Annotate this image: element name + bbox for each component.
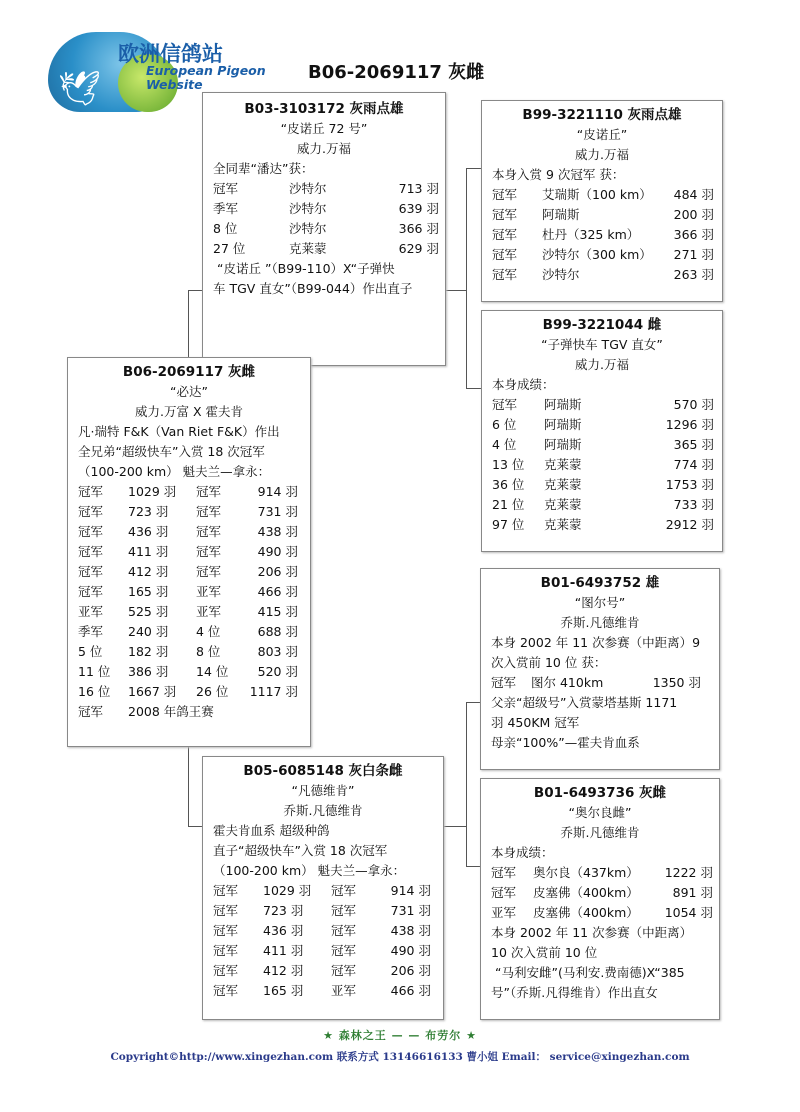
result-row: 冠军 165 羽 亚军 466 羽 (78, 584, 298, 599)
result-row: 冠军 1029 羽 冠军 914 羽 (78, 484, 298, 499)
result-row: 冠军 436 羽 冠军 438 羽 (213, 923, 431, 938)
connector-line (188, 290, 203, 291)
sire-dam-results (482, 395, 722, 535)
dam-dam-name: “奥尔良雌” (568, 805, 632, 820)
sire-note: “皮诺丘 ”（B99-110）X“子弹快 (217, 261, 395, 276)
result-row: 季军 240 羽 4 位 688 羽 (78, 624, 298, 639)
result-row: 冠军 412 羽 冠军 206 羽 (213, 963, 431, 978)
sire-sire-ring: B99-3221110 灰雨点雄 (522, 107, 682, 123)
logo-english-line1: European Pigeon (146, 63, 266, 78)
footer-motto: ★ 森林之王 — — 布劳尔 ★ (323, 1029, 477, 1042)
connector-line (188, 742, 189, 826)
logo-english-line2: Website (146, 77, 203, 92)
dam-dam-text: “马利安雌”(马利安.费南德)X“385 (495, 965, 685, 980)
connector-line (445, 290, 467, 291)
dam-text: （100-200 km） 魁夫兰—拿永： (213, 863, 406, 878)
result-row: 冠军 165 羽 亚军 466 羽 (213, 983, 431, 998)
result-row: 冠军 436 羽 冠军 438 羽 (78, 524, 298, 539)
result-row: 11 位 386 羽 14 位 520 羽 (78, 664, 298, 679)
result-row: 27 位 克莱蒙 629 羽 (213, 241, 439, 256)
result-row: 冠军 723 羽 冠军 731 羽 (78, 504, 298, 519)
footer-copyright: Copyright©http://www.xingezhan.com 联系方式 13146616133 曹小姐 Email： service@xingezhan.com (110, 1051, 690, 1063)
sire-intro: 全同辈“潘达”获： (213, 161, 314, 176)
connector-line (466, 388, 481, 389)
sire-sire-name: “皮诺丘” (576, 127, 628, 142)
dam-sire-text: 次入赏前 10 位 获： (491, 655, 607, 670)
result-row: 97 位 克莱蒙 2912 羽 (492, 517, 714, 532)
dam-text: 霍夫肯血系 超级种鸽 (213, 823, 330, 838)
result-row: 冠军 图尔 410km 1350 羽 (491, 675, 701, 690)
sire-dam-card (481, 310, 723, 552)
subject-results (68, 482, 310, 722)
result-row: 季军 沙特尔 639 羽 (213, 201, 439, 216)
sire-sire-intro: 本身入赏 9 次冠军 获： (492, 167, 625, 182)
result-row: 36 位 克莱蒙 1753 羽 (492, 477, 714, 492)
dam-line: 乔斯.凡德维肯 (283, 803, 363, 818)
dam-results (203, 881, 443, 1001)
dam-dam-results (481, 863, 719, 923)
subject-bred: 全兄弟“超级快车”入赏 18 次冠军 (78, 444, 265, 459)
sire-name: “皮诺丘 72 号” (280, 121, 368, 136)
result-row: 21 位 克莱蒙 733 羽 (492, 497, 714, 512)
connector-line (466, 866, 481, 867)
dam-card (202, 756, 444, 1020)
dam-sire-text: 母亲“100%”—霍夫肯血系 (491, 735, 640, 750)
connector-line (466, 168, 467, 388)
result-row: 13 位 克莱蒙 774 羽 (492, 457, 714, 472)
result-row: 亚军 皮塞佛（400km） 1054 羽 (491, 905, 713, 920)
result-row: 冠军 1029 羽 冠军 914 羽 (213, 883, 431, 898)
dam-text: 直子“超级快车”入赏 18 次冠军 (213, 843, 388, 858)
dam-sire-text: 本身 2002 年 11 次参赛（中距离）9 (491, 635, 701, 650)
result-row: 冠军 412 羽 冠军 206 羽 (78, 564, 298, 579)
sire-dam-intro: 本身成绩： (492, 377, 555, 392)
result-row: 8 位 沙特尔 366 羽 (213, 221, 439, 236)
dam-sire-ring: B01-6493752 雄 (540, 575, 660, 591)
subject-name: “必达” (170, 384, 208, 399)
result-row: 冠军 411 羽 冠军 490 羽 (78, 544, 298, 559)
dam-sire-text: 父亲“超级号”入赏蒙塔基斯 1171 (491, 695, 678, 710)
dam-sire-card (480, 568, 720, 770)
sire-results (203, 179, 445, 259)
subject-card (67, 357, 311, 747)
pigeon-icon: 🕊 (58, 69, 102, 109)
connector-line (188, 290, 189, 358)
result-row: 5 位 182 羽 8 位 803 羽 (78, 644, 298, 659)
dam-sire-text: 羽 450KM 冠军 (491, 715, 580, 730)
sire-card (202, 92, 446, 366)
result-row: 冠军 皮塞佛（400km） 891 羽 (491, 885, 713, 900)
dam-ring: B05-6085148 灰白条雌 (243, 763, 403, 779)
sire-note: 车 TGV 直女”（B99-044）作出直子 (213, 281, 413, 296)
logo-english-name (146, 64, 266, 92)
result-row: 16 位 1667 羽 26 位 1117 羽 (78, 684, 298, 699)
sire-ring: B03-3103172 灰雨点雄 (244, 101, 404, 117)
dam-dam-line: 乔斯.凡德维肯 (560, 825, 640, 840)
result-row: 冠军 杜丹（325 km） 366 羽 (492, 227, 714, 242)
result-row: 冠军 723 羽 冠军 731 羽 (213, 903, 431, 918)
dam-dam-text: 本身 2002 年 11 次参赛（中距离） (491, 925, 693, 940)
connector-line (442, 826, 466, 827)
subject-bred: 凡·瑞特 F&K（Van Riet F&K）作出 (78, 424, 280, 439)
sire-sire-line: 威力.万福 (575, 147, 629, 162)
result-row: 亚军 525 羽 亚军 415 羽 (78, 604, 298, 619)
page-title: B06-2069117 灰雌 (308, 62, 485, 83)
sire-sire-card (481, 100, 723, 302)
result-row: 冠军 沙特尔（300 km） 271 羽 (492, 247, 714, 262)
sire-dam-name: “子弹快车 TGV 直女” (541, 337, 663, 352)
dam-dam-card (480, 778, 720, 1020)
result-row: 4 位 阿瑞斯 365 羽 (492, 437, 714, 452)
dam-name: “凡德维肯” (291, 783, 355, 798)
result-row: 冠军 沙特尔 713 羽 (213, 181, 439, 196)
result-row: 冠军 411 羽 冠军 490 羽 (213, 943, 431, 958)
connector-line (466, 168, 481, 169)
result-row: 冠军 阿瑞斯 200 羽 (492, 207, 714, 222)
subject-ring: B06-2069117 灰雌 (122, 364, 256, 380)
dam-sire-name: “图尔号” (574, 595, 626, 610)
logo-chinese-name: 欧洲信鸽站 (118, 42, 223, 66)
sire-dam-ring: B99-3221044 雌 (542, 317, 662, 333)
connector-line (466, 702, 481, 703)
dam-sire-results (481, 673, 719, 693)
dam-sire-line: 乔斯.凡德维肯 (560, 615, 640, 630)
subject-line: 威力.万富 X 霍夫肯 (135, 404, 243, 419)
dam-dam-ring: B01-6493736 灰雌 (533, 785, 667, 801)
subject-bred: （100-200 km） 魁夫兰—拿永： (78, 464, 271, 479)
result-row: 冠军 阿瑞斯 570 羽 (492, 397, 714, 412)
result-row: 冠军 2008 年鸽王赛 (78, 704, 214, 719)
connector-line (466, 702, 467, 867)
dam-dam-intro: 本身成绩： (491, 845, 554, 860)
result-row: 冠军 奥尔良（437km） 1222 羽 (491, 865, 713, 880)
result-row: 冠军 沙特尔 263 羽 (492, 267, 714, 282)
sire-sire-results (482, 185, 722, 285)
dam-dam-text: 10 次入赏前 10 位 (491, 945, 598, 960)
result-row: 6 位 阿瑞斯 1296 羽 (492, 417, 714, 432)
connector-line (188, 826, 202, 827)
result-row: 冠军 艾瑞斯（100 km） 484 羽 (492, 187, 714, 202)
sire-dam-line: 威力.万福 (575, 357, 629, 372)
sire-line: 威力.万福 (297, 141, 351, 156)
dam-dam-text: 号”（乔斯.凡得维肯）作出直女 (491, 985, 658, 1000)
